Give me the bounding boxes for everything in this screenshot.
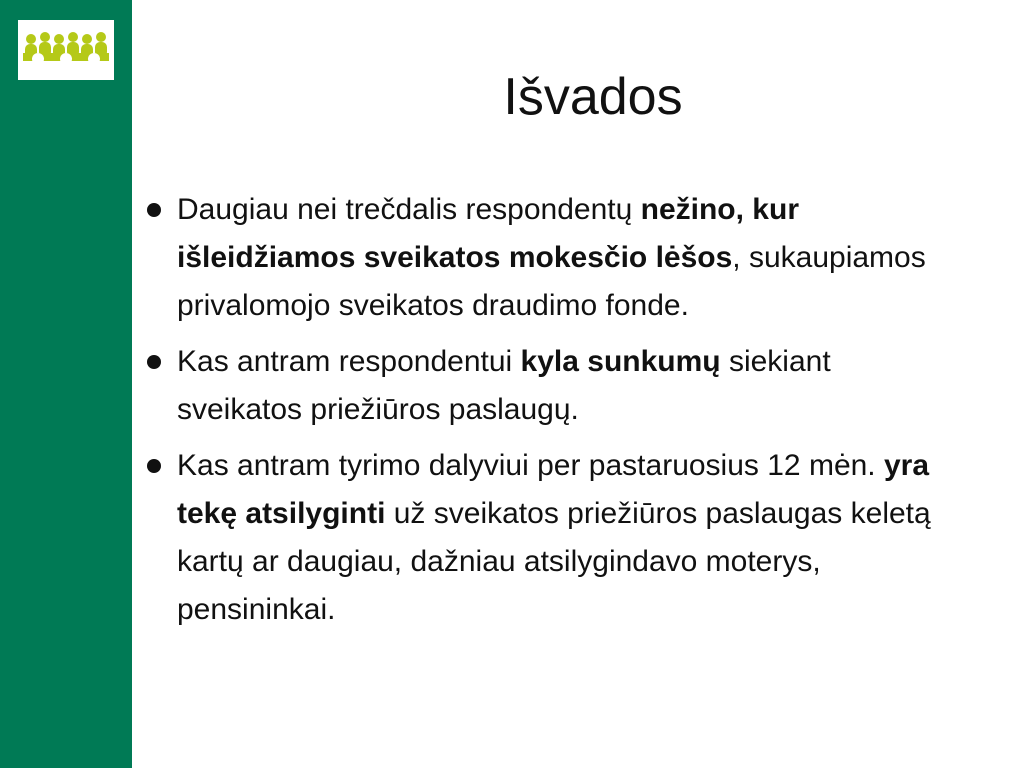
bullet-text: siekiant sveikatos priežiūros paslaugų. xyxy=(177,345,831,426)
bullet-text: už sveikatos priežiūros paslaugas keletą kartų ar daugiau, dažniau atsilygindavo moterys, pensininkai. xyxy=(177,497,931,626)
bullet-dot-icon xyxy=(147,355,161,369)
bullet-text: , sukaupiamos privalomojo sveikatos draudimo fonde. xyxy=(177,241,926,322)
bullet-text: Kas antram tyrimo dalyviui per pastaruosius 12 mėn. xyxy=(177,449,884,482)
bullet-text-bold: yra tekę atsilyginti xyxy=(177,449,930,530)
bullet-item xyxy=(144,186,964,330)
bullet-text: Daugiau nei trečdalis respondentų xyxy=(177,193,641,226)
bullet-text-bold: kyla sunkumų xyxy=(520,345,721,378)
bullet-item xyxy=(144,442,964,634)
bullet-dot-icon xyxy=(147,203,161,217)
bullet-list xyxy=(144,186,964,642)
sidebar-band xyxy=(0,0,132,768)
people-group-icon xyxy=(21,23,111,77)
slide-title: Išvados xyxy=(503,68,683,126)
logo xyxy=(18,20,114,80)
bullet-text: Kas antram respondentui xyxy=(177,345,521,378)
bullet-text-bold: nežino, kur išleidžiamos sveikatos mokesčio lėšos xyxy=(177,193,799,274)
bullet-item xyxy=(144,338,964,434)
bullet-dot-icon xyxy=(147,459,161,473)
